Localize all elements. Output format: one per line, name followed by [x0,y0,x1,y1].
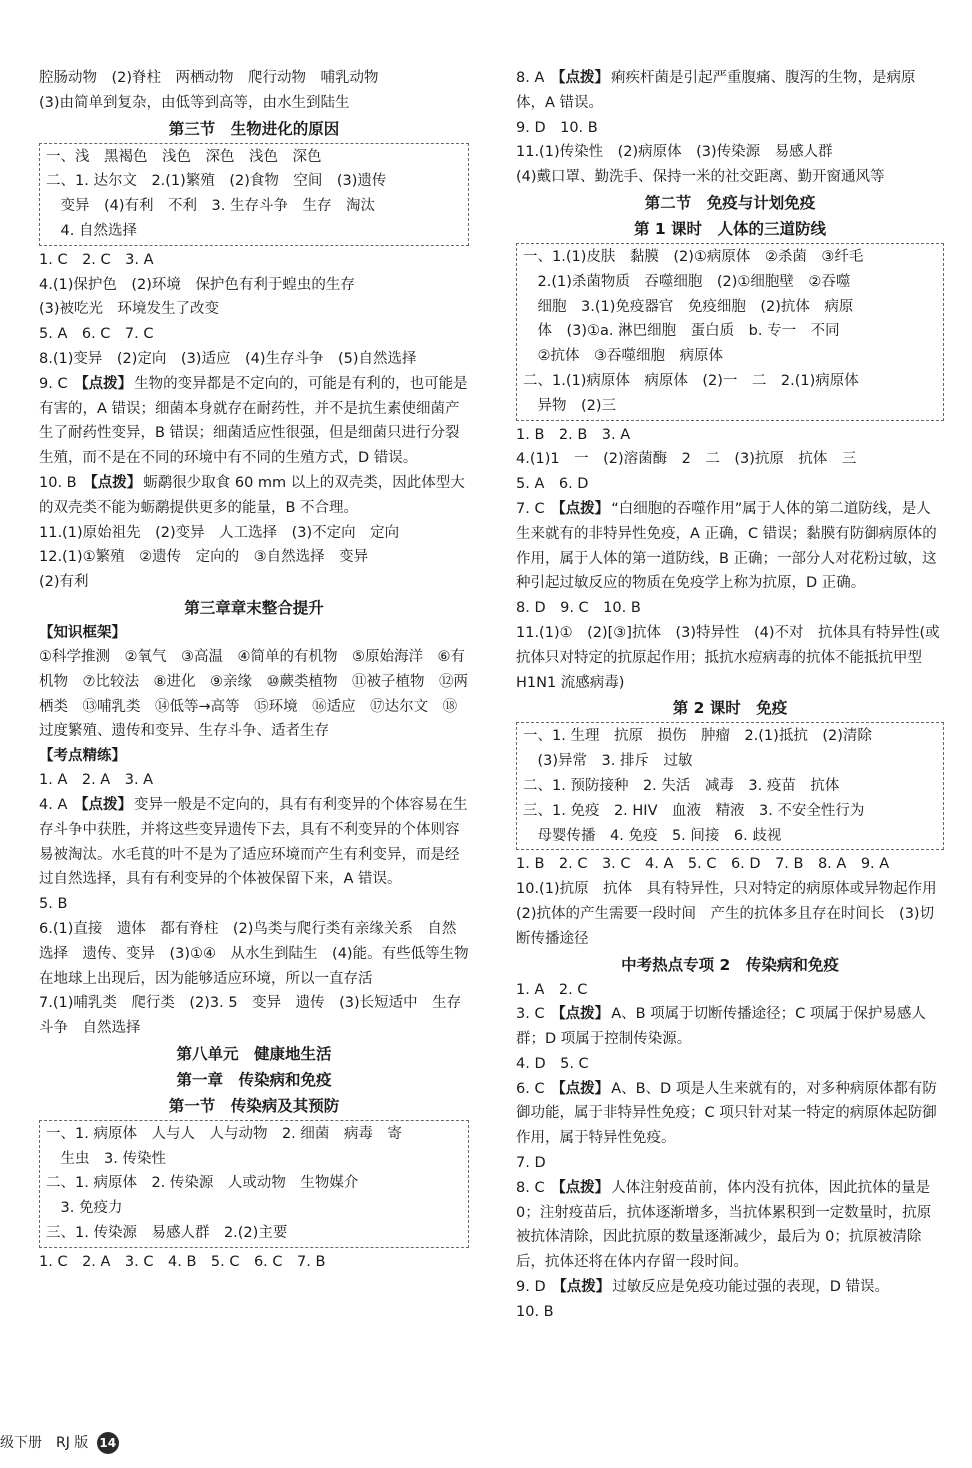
answer-box [39,1120,469,1248]
hint-tag: 【点拨】 [83,474,142,491]
answer-line: 5. A 6. D [516,476,589,493]
section-heading: 第 2 课时 免疫 [672,699,788,718]
hint-text: 人体注射疫苗前，体内没有抗体，因此抗体的量是 0；注射疫苗后，抗体逐渐增多，当抗体累积到一定数量时，抗原被抗体清除，因此抗原的数量逐渐减少，最后为 0；抗原被清除后，抗体还将在体内存留一段时间。 [516,1179,932,1271]
answer-key: 9. C [39,375,68,392]
answer-key: 8. A [516,70,545,86]
answer-line: 1. A 2. C [516,981,588,998]
answer-key: 4. A [39,796,68,813]
answer-line: 5. B [39,896,68,913]
answer-box-line: 母婴传播 4. 免疫 5. 间接 6. 歧视 [523,827,782,844]
hint-text: 变异一般是不定向的，具有有利变异的个体容易在生存斗争中获胜，并将这些变异遗传下去，具有不利变异的个体则容易被淘汰。水毛茛的叶不是为了适应环境而产生有利变异，而是经过自然选择，具有有利变异的个体被保留下来，A 错误。 [39,796,468,888]
answer-line: 8.(1)变异 (2)定向 (3)适应 (4)生存斗争 (5)自然选择 [39,350,417,367]
answer-line [39,793,469,892]
answer-line: 9. D 10. B [516,119,598,136]
answer-line: 10.(1)抗原 抗体 具有特异性，只对特定的病原体或异物起作用 (2)抗体的产生需要一段时间 产生的抗体多且存在时间长 (3)切断传播途径 [516,881,952,947]
answer-box-line: 细胞 3.(1)免疫器官 免疫细胞 (2)抗体 病原 [523,298,854,315]
hint-text: A、B、D 项是人生来就有的，对多种病原体都有防御功能，属于非特异性免疫；C 项只针对某一特定的病原体起防御作用，属于特异性免疫。 [516,1080,937,1147]
answer-box-line: 变异 (4)有利 不利 3. 生存斗争 生存 淘汰 [46,198,375,215]
answer-box-line: 体 (3)①a. 淋巴细胞 蛋白质 b. 专一 不同 [523,323,840,340]
left-column [39,66,469,1275]
hint-tag: 【点拨】 [551,500,610,517]
answer-line [516,1176,944,1275]
hint-text: 生物的变异都是不定向的，可能是有利的，也可能是有害的，A 错误；细菌本身就存在耐药性，并不是抗生素使细菌产生了耐药性变异，B 错误；细菌适应性很强，但是细菌只进行分裂生殖，而不是在不同的环境中有不同的生殖方式，D 错误。 [39,375,468,467]
hint-tag: 【点拨】 [551,1179,610,1196]
answer-box-line: 2.(1)杀菌物质 吞噬细胞 (2)①细胞壁 ②吞噬 [523,273,851,290]
answer-line: ①科学推测 ②氧气 ③高温 ④简单的有机物 ⑤原始海洋 ⑥有机物 ⑦比较法 ⑧进化 ⑨亲缘 ⑩蕨类植物 ⑪被子植物 ⑫两栖类 ⑬哺乳类 ⑭低等→高等 ⑮环境 ⑯适应 ⑰达尔文 ⑱过度繁殖、遗传和变异、生存斗争、适者生存 [39,648,468,740]
hint-text: 痢疾杆菌是引起严重腹痛、腹泻的生物，是病原体，A 错误。 [516,70,916,111]
answer-line: 7. D [516,1155,546,1172]
hint-text: 蛎鹬很少取食 60 mm 以上的双壳类，因此体型大的双壳类不能为蛎鹬提供更多的能量，B 不合理。 [39,474,465,516]
answer-line: 4.(1)1 一 (2)溶菌酶 2 二 (3)抗原 抗体 三 [516,451,857,468]
section-heading: 第 1 课时 人体的三道防线 [633,219,827,238]
section-heading: 中考热点专项 2 传染病和免疫 [621,955,839,974]
page-number: 14 [97,1432,119,1454]
answer-box-line: 4. 自然选择 [46,222,137,239]
hint-tag: 【点拨】 [552,1279,611,1296]
answer-line [516,66,944,116]
answer-key: 7. C [516,500,545,517]
section-heading: 第一节 传染病及其预防 [168,1096,340,1115]
answer-box-line: 二、1.(1)病原体 病原体 (2)一 二 2.(1)病原体 [523,372,859,389]
answer-line [516,497,944,596]
section-heading: 第八单元 健康地生活 [176,1044,332,1063]
answer-box-line: 二、1. 预防接种 2. 失活 减毒 3. 疫苗 抗体 [523,777,840,794]
answer-box-line: 三、1. 免疫 2. HIV 血液 精液 3. 不安全性行为 [523,802,865,819]
hint-text: “白细胞的吞噬作用”属于人体的第二道防线，是人生来就有的非特异性免疫，A 正确，C 错误；黏膜有防御病原体的作用，属于人体的第一道防线，B 正确；一部分人对花粉过敏，这种引起过敏反应的物质在免疫学上称为抗原，D 正确。 [516,500,937,592]
answer-line: (2)有利 [39,574,89,591]
answer-line: 12.(1)①繁殖 ②遗传 定向的 ③自然选择 变异 [39,549,369,566]
answer-line: 1. B 2. B 3. A [516,426,631,443]
section-heading: 第三节 生物进化的原因 [168,119,340,138]
answer-line: 1. C 2. C 3. A [39,251,154,268]
answer-line [39,471,469,521]
answer-line: 1. B 2. C 3. C 4. A 5. C 6. D 7. B 8. A 9. A [516,856,890,873]
answer-box-line: 二、1. 达尔文 2.(1)繁殖 (2)食物 空间 (3)遗传 [46,173,387,190]
answer-box [39,143,469,246]
hint-tag: 【点拨】 [551,1080,610,1097]
answer-box-line: 一、1.(1)皮肤 黏膜 (2)①病原体 ②杀菌 ③纤毛 [523,248,864,265]
answer-box-line: (3)异常 3. 排斥 过敏 [523,753,693,770]
answer-box-line: 一、1. 病原体 人与人 人与动物 2. 细菌 病毒 寄 [46,1125,402,1142]
answer-line: (3)由简单到复杂，由低等到高等，由水生到陆生 [39,94,350,111]
answer-line: 8. D 9. C 10. B [516,600,641,617]
answer-box-line: 3. 免疫力 [46,1200,123,1217]
answer-key: 9. D [516,1279,546,1296]
answer-box-line: 三、1. 传染源 易感人群 2.(2)主要 [46,1225,288,1242]
hint-tag: 【点拨】 [551,1006,610,1023]
page-footer [0,1432,119,1454]
answer-line: (4)戴口罩、勤洗手、保持一米的社交距离、勤开窗通风等 [516,169,885,186]
answer-box [516,243,944,421]
answer-line: 4. D 5. C [516,1055,589,1072]
answer-line: 4.(1)保护色 (2)环境 保护色有利于蝗虫的生存 [39,276,355,293]
answer-line: 6.(1)直接 遗体 都有脊柱 (2)鸟类与爬行类有亲缘关系 自然选择 遗传、变异 (3)①④ 从水生到陆生 (4)能。有些低等生物在地球上出现后，因为能够适应环境，所以一直存活 [39,920,469,987]
section-heading: 第一章 传染病和免疫 [176,1070,332,1089]
answer-box-line: 一、浅 黑褐色 浅色 深色 浅色 深色 [46,148,322,165]
answer-key: 8. C [516,1179,545,1196]
answer-box-line: 一、1. 生理 抗原 损伤 肿瘤 2.(1)抵抗 (2)清除 [523,728,872,745]
answer-line: 11.(1)传染性 (2)病原体 (3)传染源 易感人群 [516,144,833,161]
section-heading: 第二节 免疫与计划免疫 [644,193,816,212]
answer-box [516,722,944,850]
answer-line: 11.(1)① (2)[③]抗体 (3)特异性 (4)不对 抗体具有特异性(或抗体只对特定的抗原起作用；抵抗水痘病毒的抗体不能抵抗甲型 H1N1 流感病毒) [516,624,940,691]
answer-key: 6. C [516,1080,545,1097]
answer-line: 腔肠动物 (2)脊柱 两栖动物 爬行动物 哺乳动物 [39,70,379,86]
answer-line [516,1275,944,1300]
answer-key: 3. C [516,1006,545,1023]
section-heading: 第三章章末整合提升 [184,598,324,617]
right-column [516,66,952,1325]
answer-box-line: 生虫 3. 传染性 [46,1150,166,1167]
footer-text: 级下册 RJ 版 [0,1435,89,1451]
hint-text: A、B 项属于切断传播途径；C 项属于保护易感人群；D 项属于控制传染源。 [516,1006,926,1048]
hint-tag: 【点拨】 [550,70,609,86]
subsection-label: 【考点精练】 [39,748,126,765]
answer-line [39,372,469,471]
answer-box-line: 异物 (2)三 [523,397,617,414]
answer-box-line: 二、1. 病原体 2. 传染源 人或动物 生物媒介 [46,1175,359,1192]
answer-box-line: ②抗体 ③吞噬细胞 病原体 [523,348,723,365]
answer-line: 11.(1)原始祖先 (2)变异 人工选择 (3)不定向 定向 [39,524,400,541]
answer-line: 7.(1)哺乳类 爬行类 (2)3. 5 变异 遗传 (3)长短适中 生存斗争 自然选择 [39,995,462,1037]
answer-line [516,1002,944,1052]
answer-line: 1. C 2. A 3. C 4. B 5. C 6. C 7. B [39,1253,326,1270]
answer-line: (3)被吃光 环境发生了改变 [39,301,220,318]
subsection-label: 【知识框架】 [39,624,126,641]
hint-tag: 【点拨】 [73,796,132,813]
hint-text: 过敏反应是免疫功能过强的表现，D 错误。 [612,1279,889,1296]
answer-line: 5. A 6. C 7. C [39,326,154,343]
answer-key: 10. B [39,474,77,491]
answer-line: 10. B [516,1303,554,1320]
hint-tag: 【点拨】 [74,375,133,392]
answer-line [516,1077,944,1151]
answer-line: 1. A 2. A 3. A [39,772,154,789]
